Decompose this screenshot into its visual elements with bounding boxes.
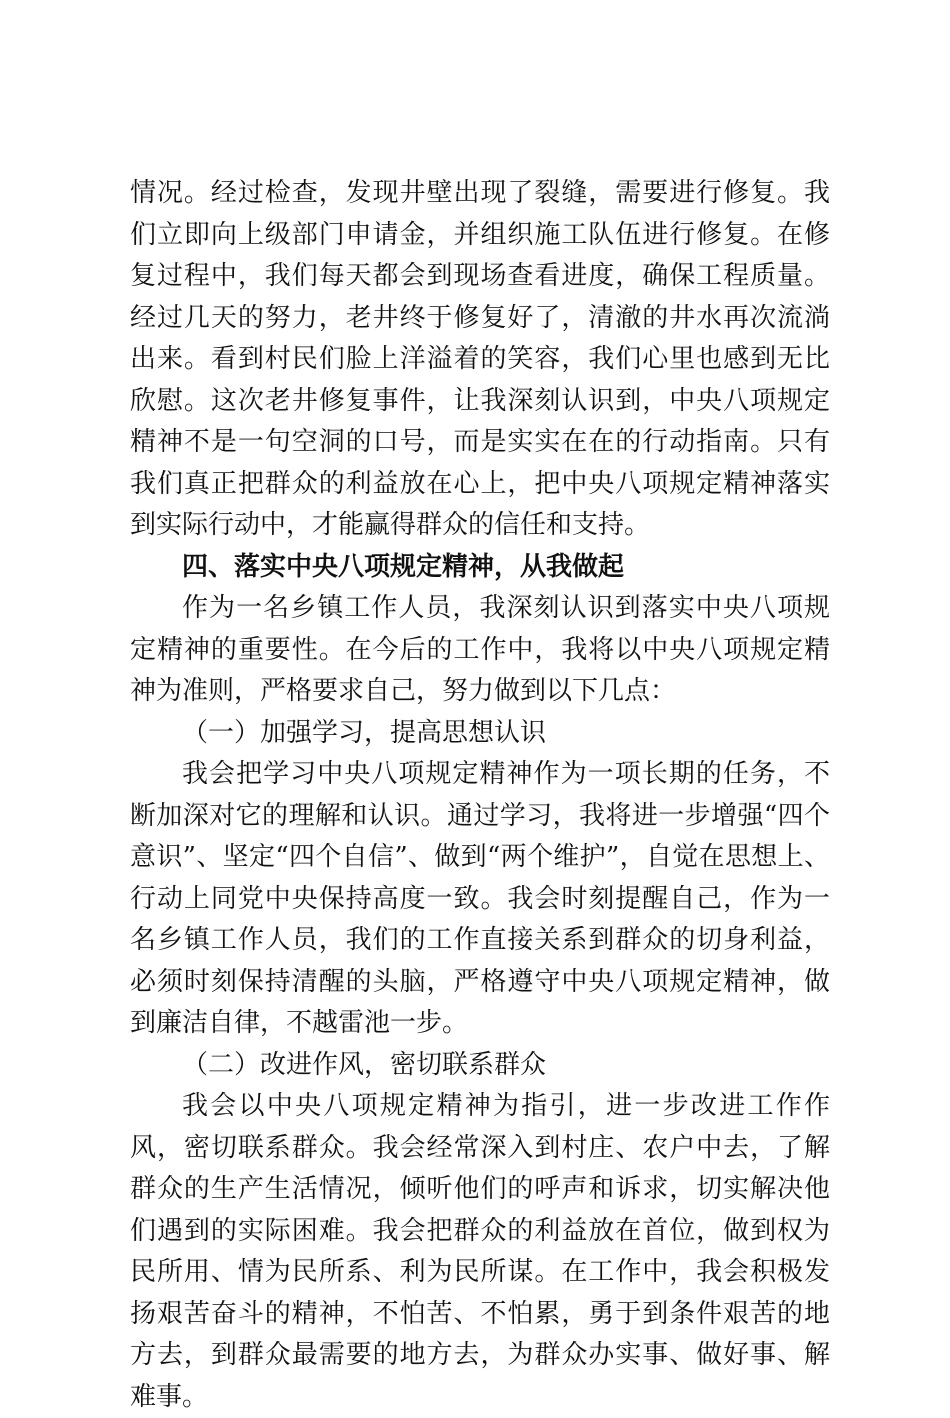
- work-style-paragraph: 我会以中央八项规定精神为指引，进一步改进工作作风，密切联系群众。我会经常深入到村庄、农户中去，了解群众的生产生活情况，倾听他们的呼声和诉求，切实解决他们遇到的实际困难。我会把群众的利益放在首位，做到权为民所用、情为民所系、利为民所谋。在工作中，我会积极发扬艰苦奋斗的精神，不怕苦、不怕累，勇于到条件艰苦的地方去，到群众最需要的地方去，为群众办实事、做好事、解难事。: [130, 1091, 830, 1412]
- section-heading: 四、落实中央八项规定精神，从我做起: [182, 551, 625, 582]
- study-paragraph: 我会把学习中央八项规定精神作为一项长期的任务，不断加深对它的理解和认识。通过学习，我将进一步增强“四个意识”、坚定“四个自信”、做到“两个维护”，自觉在思想上、行动上同党中央保持高度一致。我会时刻提醒自己，作为一名乡镇工作人员，我们的工作直接关系到群众的切身利益，必须时刻保持清醒的头脑，严格遵守中央八项规定精神，做到廉洁自律，不越雷池一步。: [130, 759, 830, 1038]
- document-body: [130, 173, 830, 1418]
- subheading-work-style: （二）改进作风，密切联系群众: [182, 1049, 547, 1080]
- subheading-study: （一）加强学习，提高思想认识: [182, 717, 547, 748]
- continued-paragraph: 情况。经过检查，发现井壁出现了裂缝，需要进行修复。我们立即向上级部门申请金，并组织施工队伍进行修复。在修复过程中，我们每天都会到现场查看进度，确保工程质量。经过几天的努力，老井终于修复好了，清澈的井水再次流淌出来。看到村民们脸上洋溢着的笑容，我们心里也感到无比欣慰。这次老井修复事件，让我深刻认识到，中央八项规定精神不是一句空洞的口号，而是实实在在的行动指南。只有我们真正把群众的利益放在心上，把中央八项规定精神落实到实际行动中，才能赢得群众的信任和支持。: [130, 178, 830, 540]
- section-intro-paragraph: 作为一名乡镇工作人员，我深刻认识到落实中央八项规定精神的重要性。在今后的工作中，我将以中央八项规定精神为准则，严格要求自己，努力做到以下几点：: [130, 593, 830, 706]
